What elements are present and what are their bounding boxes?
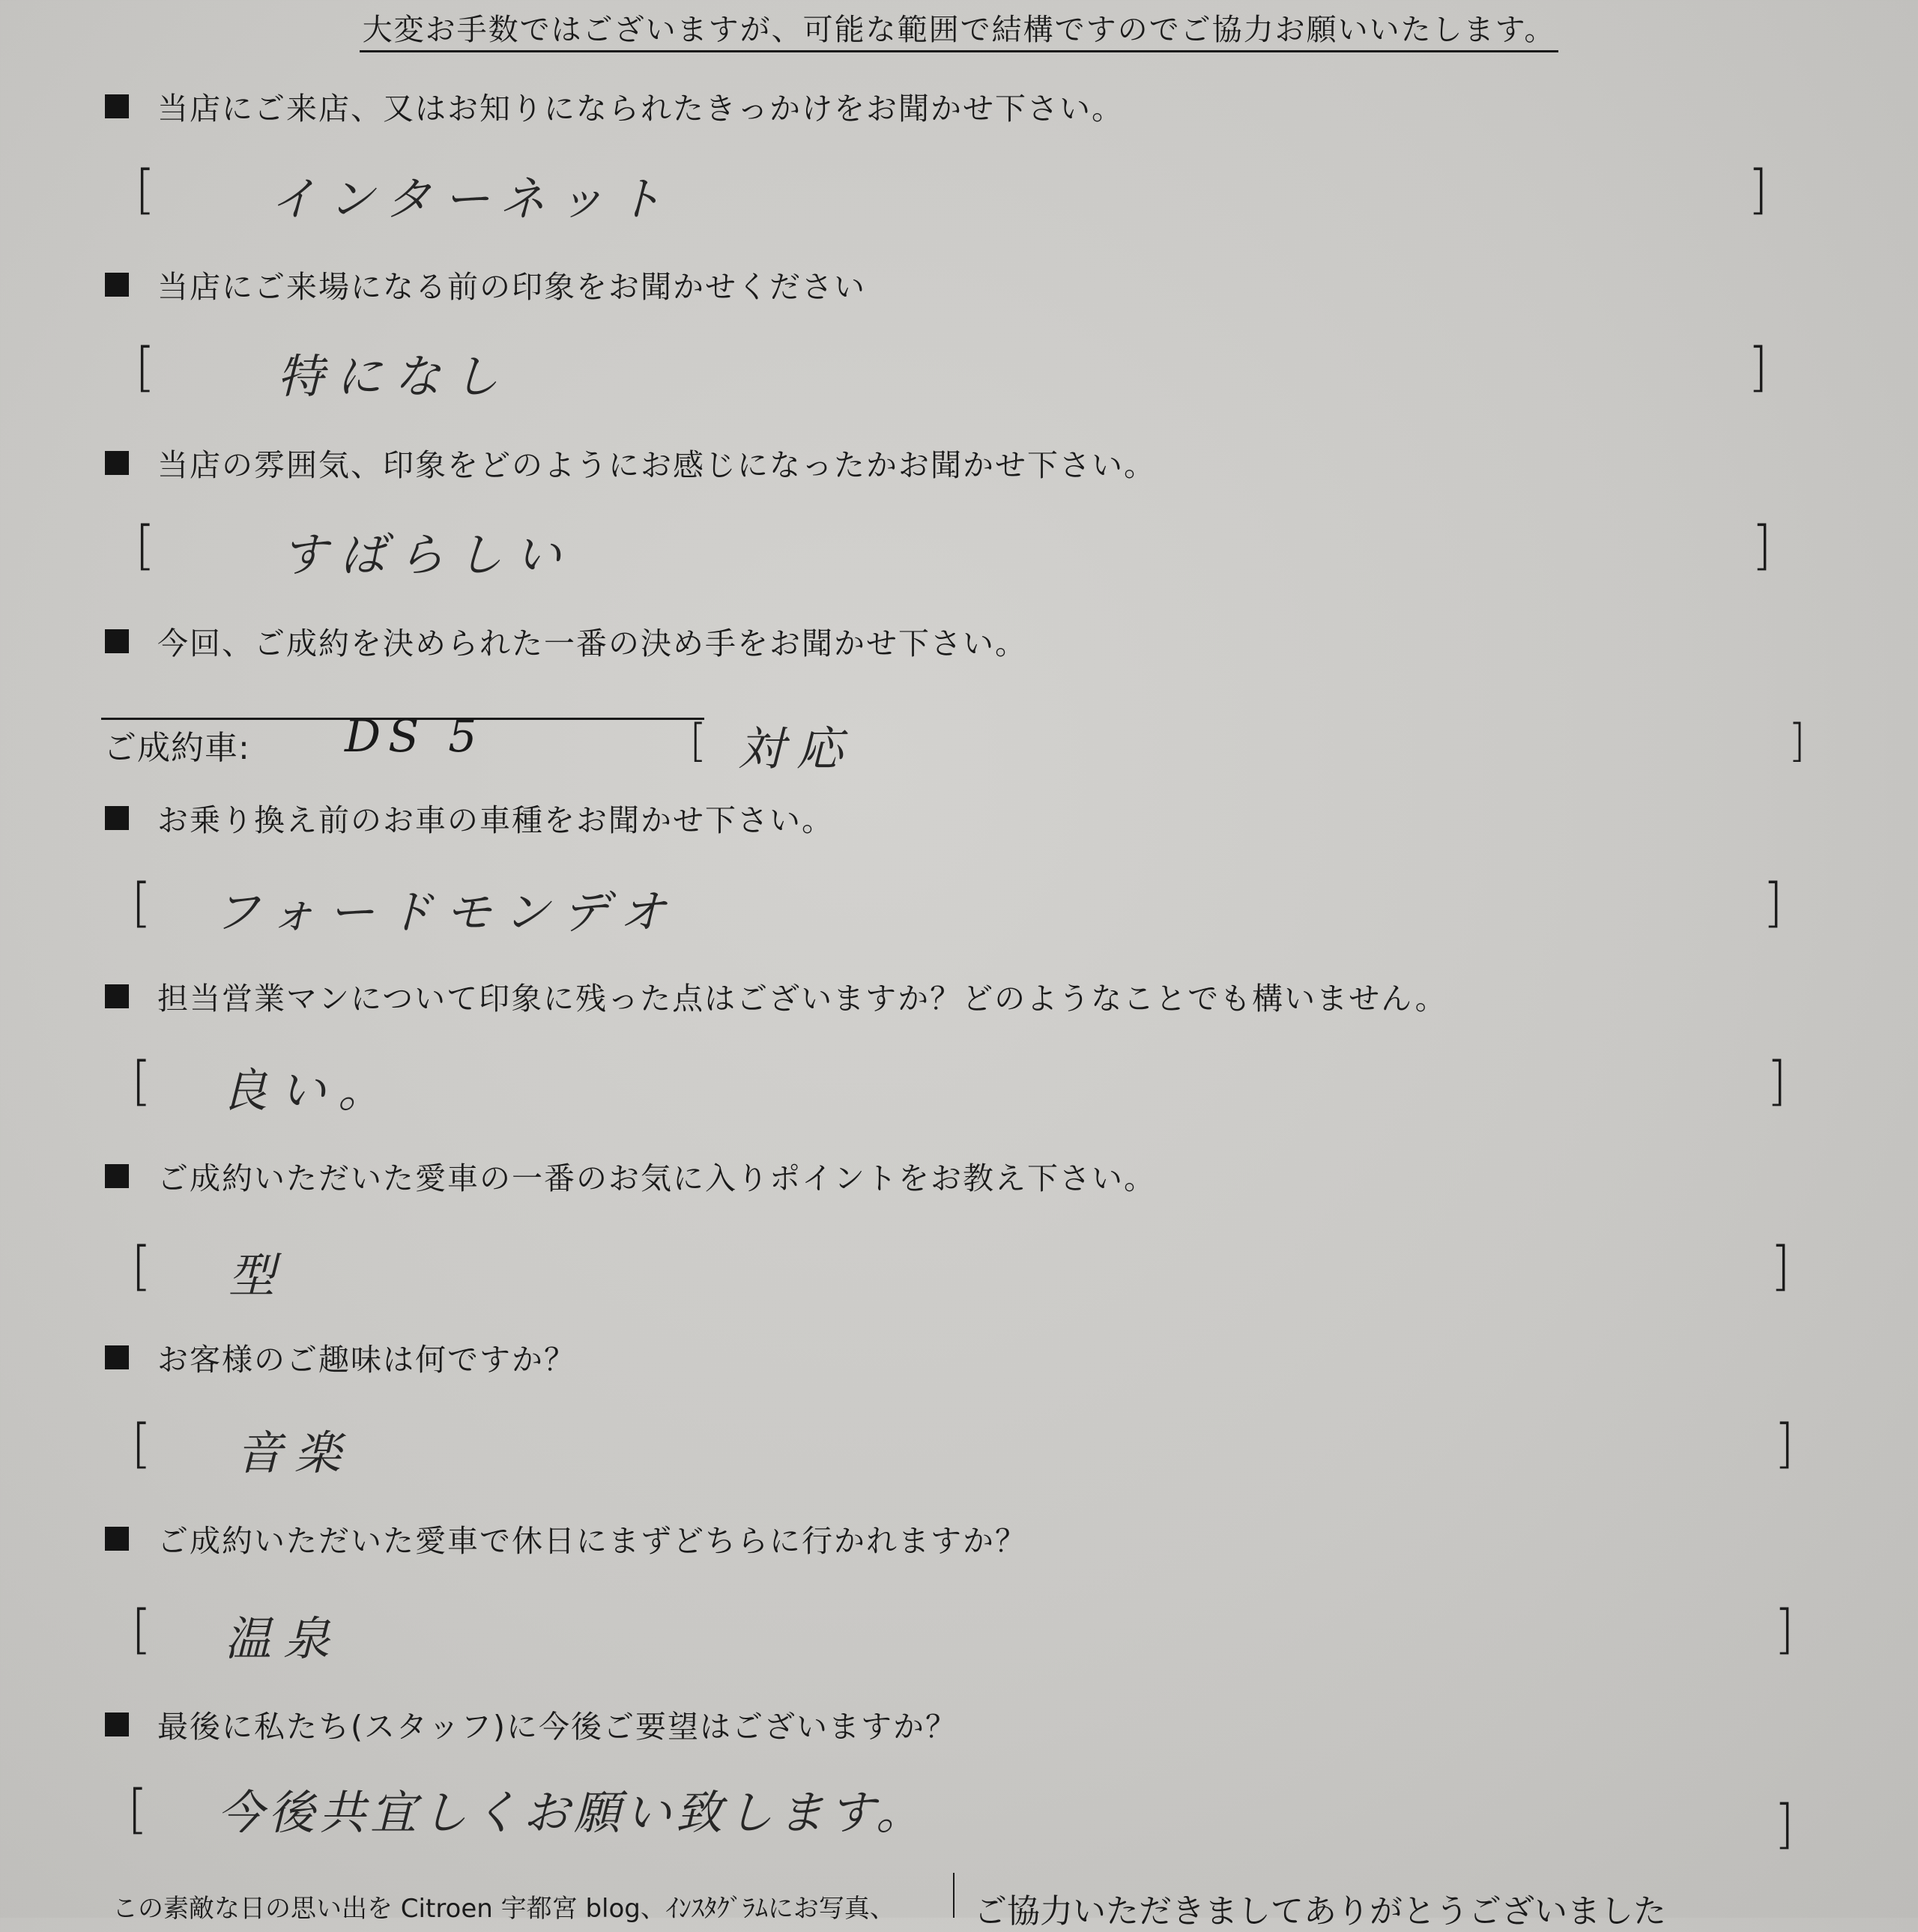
answer-text: 型 bbox=[229, 1248, 288, 1303]
answer-text: 音楽 bbox=[236, 1426, 354, 1480]
answer-field-6 bbox=[131, 1047, 1787, 1118]
open-bracket: [ bbox=[135, 159, 156, 220]
close-bracket: ] bbox=[1751, 515, 1772, 576]
survey-intro: 大変お手数ではございますが、可能な範囲で結構ですのでご協力お願いいたします。 bbox=[0, 6, 1918, 49]
footer-divider bbox=[953, 1873, 955, 1918]
open-bracket: [ bbox=[135, 336, 156, 398]
open-bracket: [ bbox=[131, 1413, 152, 1474]
question-5 bbox=[105, 796, 834, 840]
question-9 bbox=[105, 1516, 1027, 1560]
square-bullet-icon bbox=[105, 451, 129, 475]
answer-text: 良い。 bbox=[221, 1063, 397, 1118]
open-bracket: [ bbox=[135, 515, 156, 576]
answer-field-4 bbox=[689, 712, 1806, 779]
open-bracket: [ bbox=[131, 872, 152, 933]
answer-text: フォードモンデオ bbox=[214, 885, 678, 939]
close-bracket: ] bbox=[1773, 1413, 1794, 1474]
open-bracket: [ bbox=[127, 1778, 148, 1840]
question-text: ご成約いただいた愛車の一番のお気に入りポイントをお教え下さい。 bbox=[157, 1160, 1156, 1196]
square-bullet-icon bbox=[105, 1164, 129, 1188]
question-text: 当店にご来店、又はお知りになられたきっかけをお聞かせ下さい。 bbox=[157, 91, 1124, 127]
square-bullet-icon bbox=[105, 806, 129, 830]
question-text: 担当営業マンについて印象に残った点はございますか？どのようなことでも構いません。 bbox=[157, 981, 1447, 1017]
square-bullet-icon bbox=[105, 1713, 129, 1736]
question-8 bbox=[105, 1335, 576, 1379]
close-bracket: ] bbox=[1770, 1235, 1791, 1297]
question-text: 当店の雰囲気、印象をどのようにお感じになったかお聞かせ下さい。 bbox=[157, 447, 1156, 483]
question-7 bbox=[105, 1154, 1156, 1198]
answer-field-9 bbox=[131, 1596, 1794, 1666]
answer-text: インターネット bbox=[270, 172, 675, 226]
square-bullet-icon bbox=[105, 1527, 129, 1551]
question-text: 当店にご来場になる前の印象をお聞かせください bbox=[157, 269, 866, 305]
answer-field-8 bbox=[131, 1410, 1794, 1480]
square-bullet-icon bbox=[105, 94, 129, 118]
close-bracket: ] bbox=[1773, 1793, 1794, 1855]
answer-text: すばらしい bbox=[281, 527, 574, 582]
footer-left-note: この素敵な日の思い出を Citroen 宇都宮 blog、ｲﾝｽﾀｸﾞﾗﾑにお写真、 bbox=[112, 1894, 895, 1924]
question-text: 最後に私たち(スタッフ)に今後ご要望はございますか？ bbox=[157, 1709, 958, 1745]
close-bracket: ] bbox=[1788, 715, 1806, 767]
question-10 bbox=[105, 1702, 958, 1746]
question-2 bbox=[105, 262, 866, 306]
close-bracket: ] bbox=[1747, 159, 1768, 220]
close-bracket: ] bbox=[1773, 1599, 1794, 1660]
answer-field-10 bbox=[127, 1775, 1794, 1855]
answer-field-5 bbox=[131, 869, 1783, 939]
question-6 bbox=[105, 974, 1447, 1018]
answer-text: 温泉 bbox=[225, 1611, 342, 1666]
square-bullet-icon bbox=[105, 273, 129, 297]
close-bracket: ] bbox=[1766, 1050, 1787, 1112]
question-text: 今回、ご成約を決められた一番の決め手をお聞かせ下さい。 bbox=[157, 626, 1027, 661]
question-text: ご成約いただいた愛車で休日にまずどちらに行かれますか？ bbox=[157, 1523, 1027, 1559]
question-3 bbox=[105, 440, 1156, 485]
open-bracket: [ bbox=[689, 715, 707, 767]
close-bracket: ] bbox=[1762, 872, 1783, 933]
square-bullet-icon bbox=[105, 1345, 129, 1369]
answer-field-7 bbox=[131, 1232, 1791, 1303]
square-bullet-icon bbox=[105, 629, 129, 653]
answer-text: 今後共宜しくお願い致します。 bbox=[217, 1785, 928, 1840]
question-text: お乗り換え前のお車の車種をお聞かせ下さい。 bbox=[157, 802, 834, 838]
question-4 bbox=[105, 619, 1027, 663]
question-1 bbox=[105, 84, 1124, 128]
close-bracket: ] bbox=[1747, 336, 1768, 398]
car-underline bbox=[101, 718, 704, 720]
footer-thanks: ご協力いただきましてありがとうございました bbox=[974, 1892, 1666, 1931]
answer-field-2 bbox=[135, 333, 1768, 404]
open-bracket: [ bbox=[131, 1599, 152, 1660]
square-bullet-icon bbox=[105, 984, 129, 1008]
answer-field-1 bbox=[135, 156, 1768, 226]
contracted-car-value: DS 5 bbox=[345, 710, 485, 763]
open-bracket: [ bbox=[131, 1050, 152, 1112]
answer-text: 対応 bbox=[738, 721, 856, 776]
open-bracket: [ bbox=[131, 1235, 152, 1297]
answer-text: 特になし bbox=[277, 349, 512, 404]
answer-field-3 bbox=[135, 512, 1772, 582]
question-text: お客様のご趣味は何ですか？ bbox=[157, 1342, 576, 1378]
contracted-car-label: ご成約車: bbox=[103, 729, 250, 767]
